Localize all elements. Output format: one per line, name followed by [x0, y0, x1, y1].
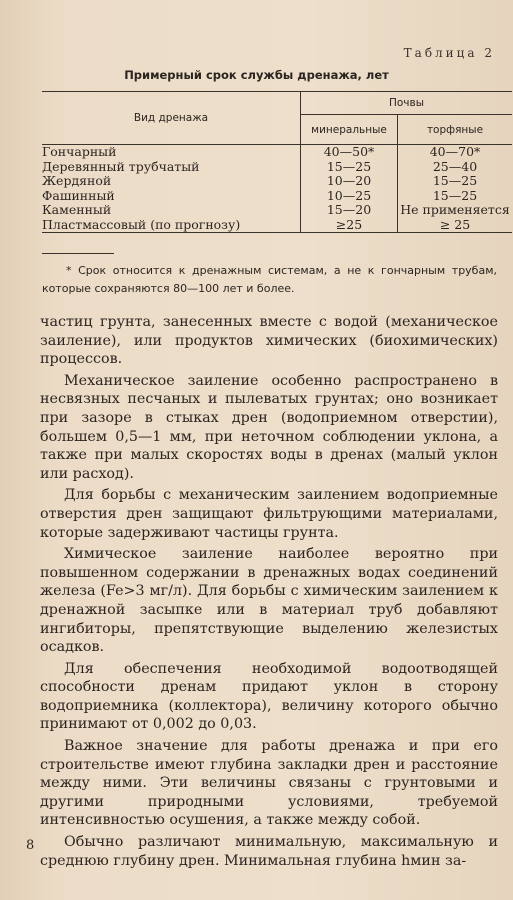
cell-mineral: 10—25: [301, 189, 398, 204]
cell-peat: Не применяется: [398, 203, 513, 218]
cell-mineral: 40—50*: [301, 145, 398, 160]
cell-mineral: 15—25: [301, 160, 398, 175]
table-footnote: * Срок относится к дренажным системам, а не к гончарным трубам, которые сохраняются 80—100 лет и более.: [42, 264, 497, 295]
cell-peat: 15—25: [398, 174, 513, 189]
cell-mineral: 15—20: [301, 203, 398, 218]
table-row: [42, 218, 512, 233]
cell-type: Деревянный трубчатый: [42, 158, 200, 174]
cell-peat: 15—25: [398, 189, 513, 204]
cell-type: Каменный: [42, 202, 112, 217]
paragraph: Механическое заиление особенно распространено в несвязных песчаных и пылеватых грунтах; оно возникает при зазоре в стыках дрен (водоприемном отверстии), большем 0,5—1 мм, при неточном соблюдении уклона, а также при малых скоростях воды в дренах (малый уклон или расход).: [40, 372, 498, 482]
header-drainage-type: Вид дренажа: [42, 92, 301, 145]
cell-peat: 25—40: [398, 160, 513, 175]
header-peat: торфяные: [398, 115, 513, 145]
paragraph: Для борьбы с механическим заилением водоприемные отверстия дрен защищают фильтрующими материалами, которые задерживают частицы грунта.: [40, 487, 498, 541]
table-row: [42, 145, 512, 160]
cell-mineral: ≥25: [301, 218, 398, 233]
paragraph: Для обеспечения необходимой водоотводящей способности дренам придают уклон в сторону водоприемника (коллектора), величину которого обычно принимают от 0,002 до 0,03.: [40, 660, 498, 733]
cell-type: Гончарный: [42, 144, 117, 159]
table-label: Таблица 2: [403, 46, 495, 60]
header-mineral: минеральные: [301, 115, 398, 145]
cell-peat: 40—70*: [398, 145, 513, 160]
cell-type: Фашинный: [42, 187, 115, 203]
paragraph: Важное значение для работы дренажа и при его строительстве имеют глубина закладки дрен и расстояние между ними. Эти величины связаны с грунтовыми и другими природными условиями, требуемой интенсивностью осушения, а также между собой.: [40, 738, 498, 829]
header-soils: Почвы: [301, 92, 513, 115]
cell-mineral: 10—20: [301, 174, 398, 189]
table-row: [42, 189, 512, 204]
paragraph: Обычно различают минимальную, максимальную и среднюю глубину дрен. Минимальная глубина hмин за-: [40, 834, 498, 869]
table-caption: Примерный срок службы дренажа, лет: [124, 68, 389, 82]
cell-type: Пластмассовый (по прогнозу): [42, 218, 301, 233]
body-text: [40, 313, 498, 870]
drainage-lifetime-table: [42, 91, 512, 233]
table-row: [42, 160, 512, 175]
footnote-rule: [42, 253, 114, 254]
cell-type: Жердяной: [42, 173, 112, 188]
page-number: 8: [26, 838, 35, 853]
paragraph: частиц грунта, занесенных вместе с водой (механическое заиление), или продуктов химических (биохимических) процессов.: [40, 314, 498, 368]
table-row: [42, 203, 512, 218]
paragraph: Химическое заиление наиболее вероятно при повышенном содержании в дренажных водах соединений железа (Fe>3 мг/л). Для борьбы с химическим заилением к дренажной засыпке или в материал труб добавляют ингибиторы, препятствующие выделению железистых осадков.: [40, 546, 498, 656]
table-row: [42, 174, 512, 189]
cell-peat: ≥ 25: [398, 218, 513, 233]
